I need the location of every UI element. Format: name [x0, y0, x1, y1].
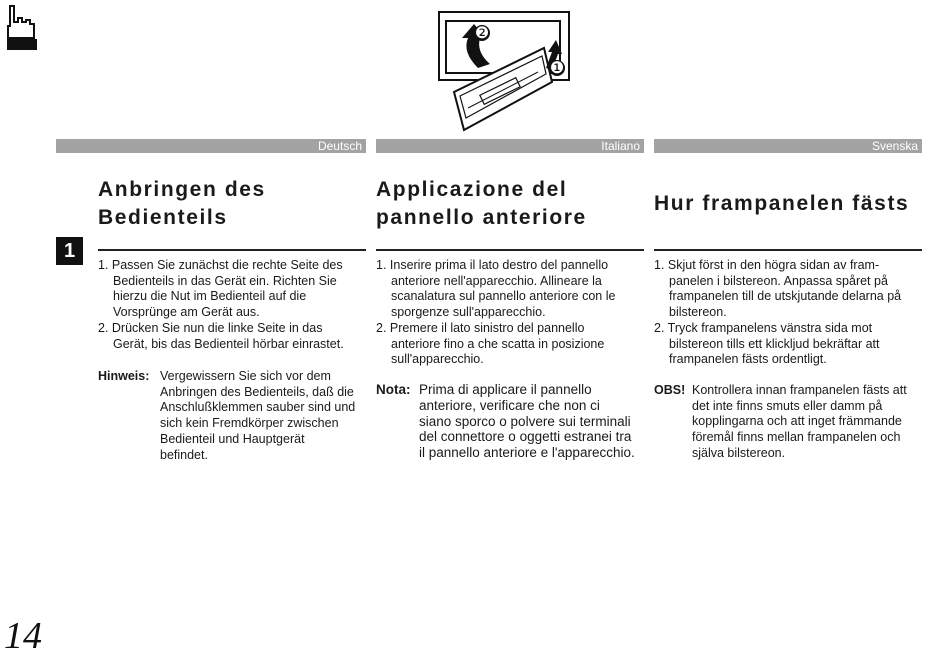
section-number-badge: 1: [56, 237, 83, 265]
title-line: Bedienteils: [98, 206, 228, 229]
steps-deutsch: [98, 258, 370, 352]
page-number: 14: [4, 615, 42, 657]
section-title-svenska: [654, 190, 909, 218]
front-panel-illustration: [434, 8, 574, 134]
language-bar-svenska: Svenska: [654, 139, 922, 153]
language-bar-italiano: Italiano: [376, 139, 644, 153]
language-bar-deutsch: Deutsch: [56, 139, 366, 153]
note-svenska: [654, 383, 934, 467]
list-item: 1. Inserire prima il lato destro del pannello anteriore nell'apparecchio. Allineare la scanalatura sul pannello anteriore con le sporgenze sull'apparecchio.: [376, 258, 616, 320]
title-line: Hur frampanelen fästs: [654, 192, 910, 215]
list-item: 1. Skjut först in den högra sidan av fram- panelen i bilstereon. Anpassa spåret på frampanelen till de utskjutande delarna på bilstereon.: [654, 258, 902, 320]
note-label: Nota:: [376, 382, 411, 397]
note-deutsch: [98, 369, 370, 469]
list-item: 2. Tryck frampanelens vänstra sida mot bilstereon tills ett klickljud bekräftar att frampanelen fästs ordentligt.: [654, 320, 880, 367]
note-text: Kontrollera innan frampanelen fästs att det inte finns smuts eller damm på kopplingarna och att inget främmande föremål finns mellan frampanelen och själva bilstereon.: [692, 383, 907, 460]
note-text: Vergewissern Sie sich vor dem Anbringen des Bedienteils, daß die Anschlußklemmen sauber sind und sich kein Fremdkörper zwischen Bedienteil und Hauptgerät befindet.: [160, 369, 356, 462]
title-line: Anbringen des: [98, 178, 266, 201]
callout-2: ❷: [474, 23, 490, 42]
note-label: OBS!: [654, 383, 686, 397]
note-label: Hinweis:: [98, 369, 150, 383]
title-line: Applicazione del: [376, 178, 568, 201]
list-item: 1. Passen Sie zunächst die rechte Seite des Bedienteils in das Gerät ein. Richten Sie hierzu die Nut im Bedienteil auf die Vorsprünge am Gerät aus.: [98, 258, 343, 320]
title-line: pannello anteriore: [376, 206, 587, 229]
list-item: 2. Premere il lato sinistro del pannello anteriore fino a che scatta in posizione sull'apparecchio.: [376, 320, 605, 367]
callout-1: ❶: [549, 58, 565, 77]
section-title-deutsch: [98, 176, 266, 232]
list-item: 2. Drücken Sie nun die linke Seite in das Gerät, bis das Bedienteil hörbar einrastet.: [98, 320, 344, 351]
steps-svenska: [654, 258, 934, 368]
section-title-italiano: [376, 176, 587, 232]
divider: [98, 249, 366, 251]
hand-pointer-icon: [4, 4, 38, 50]
divider: [654, 249, 922, 251]
steps-italiano: [376, 258, 648, 368]
note-italiano: [376, 382, 648, 466]
divider: [376, 249, 644, 251]
note-text: Prima di applicare il pannello anteriore, verificare che non ci siano sporco o polvere sui terminali del connettore o oggetti estranei tra il pannello anteriore e l'apparecchio.: [419, 382, 635, 461]
